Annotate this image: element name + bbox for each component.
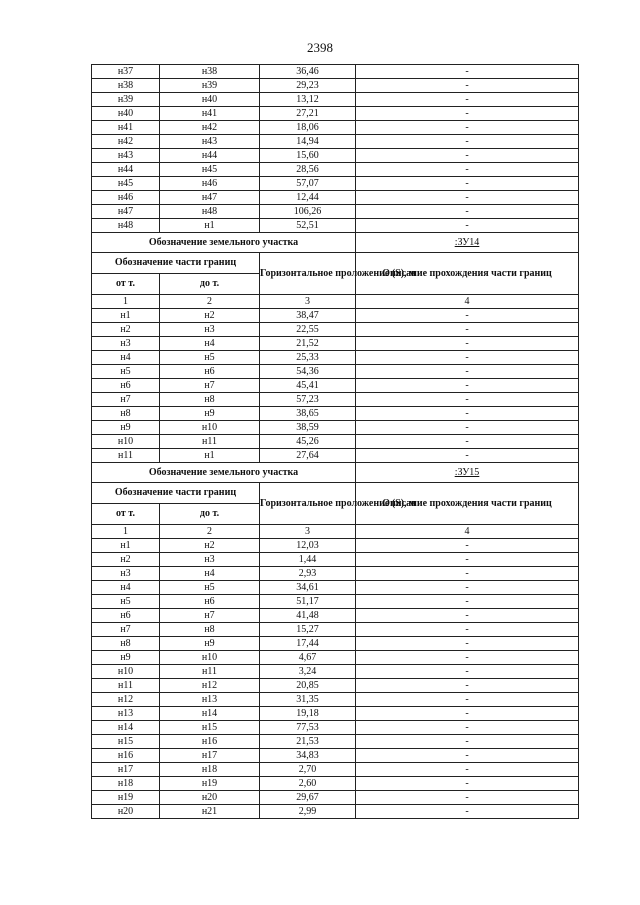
distance-cell: 12,03 [260,539,356,553]
point-to-cell: н19 [160,777,260,791]
description-cell: - [356,177,579,191]
description-cell: - [356,707,579,721]
point-from-cell: н2 [92,323,160,337]
point-to-cell: н47 [160,191,260,205]
point-from-cell: н3 [92,567,160,581]
description-cell: - [356,449,579,463]
point-to-cell: н8 [160,623,260,637]
point-to-cell: н40 [160,93,260,107]
distance-cell: 15,60 [260,149,356,163]
point-to-cell: н7 [160,379,260,393]
point-from-cell: н4 [92,581,160,595]
point-to-cell: н41 [160,107,260,121]
description-cell: - [356,651,579,665]
description-cell: - [356,379,579,393]
description-cell: - [356,637,579,651]
table-row [92,679,579,693]
description-cell: - [356,309,579,323]
point-to-cell: н5 [160,581,260,595]
description-cell: - [356,121,579,135]
point-to-cell: н3 [160,553,260,567]
point-from-cell: н14 [92,721,160,735]
table-row [92,777,579,791]
from-label: от т. [92,274,160,295]
horizontal-label: Горизонтальное проложение (S), м [260,483,356,525]
description-cell: - [356,323,579,337]
point-from-cell: н17 [92,763,160,777]
point-from-cell: н7 [92,393,160,407]
point-from-cell: н9 [92,651,160,665]
point-from-cell: н1 [92,309,160,323]
distance-cell: 28,56 [260,163,356,177]
table-row [92,337,579,351]
header-row [92,483,579,504]
distance-cell: 38,59 [260,421,356,435]
distance-cell: 18,06 [260,121,356,135]
distance-cell: 57,23 [260,393,356,407]
point-to-cell: н42 [160,121,260,135]
point-from-cell: н18 [92,777,160,791]
point-to-cell: н10 [160,421,260,435]
distance-cell: 20,85 [260,679,356,693]
point-from-cell: н40 [92,107,160,121]
point-from-cell: н7 [92,623,160,637]
table-row [92,665,579,679]
parcel-label: Обозначение земельного участка [92,463,356,483]
description-cell: - [356,421,579,435]
description-cell: - [356,149,579,163]
table-row [92,219,579,233]
table-row [92,609,579,623]
distance-cell: 4,67 [260,651,356,665]
table-row [92,581,579,595]
description-cell: - [356,93,579,107]
point-to-cell: н10 [160,651,260,665]
point-to-cell: н17 [160,749,260,763]
point-from-cell: н5 [92,365,160,379]
table-row [92,707,579,721]
table-row [92,177,579,191]
distance-cell: 52,51 [260,219,356,233]
point-to-cell: н9 [160,407,260,421]
description-cell: - [356,595,579,609]
description-cell: - [356,665,579,679]
table-row [92,637,579,651]
distance-cell: 51,17 [260,595,356,609]
description-cell: - [356,65,579,79]
description-cell: - [356,721,579,735]
point-from-cell: н44 [92,163,160,177]
point-from-cell: н10 [92,665,160,679]
distance-cell: 25,33 [260,351,356,365]
table-row [92,309,579,323]
table-row [92,205,579,219]
point-to-cell: н11 [160,435,260,449]
point-from-cell: н47 [92,205,160,219]
distance-cell: 17,44 [260,637,356,651]
point-from-cell: н43 [92,149,160,163]
distance-cell: 57,07 [260,177,356,191]
description-cell: - [356,407,579,421]
point-to-cell: н43 [160,135,260,149]
table-row [92,805,579,819]
table-row [92,421,579,435]
point-from-cell: н41 [92,121,160,135]
column-number: 3 [260,295,356,309]
distance-cell: 3,24 [260,665,356,679]
description-cell: - [356,107,579,121]
horizontal-label: Горизонтальное проложение (S), м [260,253,356,295]
table-row [92,149,579,163]
distance-cell: 2,60 [260,777,356,791]
point-to-cell: н2 [160,309,260,323]
distance-cell: 12,44 [260,191,356,205]
parcel-label: Обозначение земельного участка [92,233,356,253]
description-cell: - [356,365,579,379]
distance-cell: 14,94 [260,135,356,149]
distance-cell: 15,27 [260,623,356,637]
description-cell: - [356,205,579,219]
table-row [92,191,579,205]
distance-cell: 1,44 [260,553,356,567]
point-from-cell: н1 [92,539,160,553]
point-to-cell: н1 [160,219,260,233]
distance-cell: 34,83 [260,749,356,763]
point-from-cell: н38 [92,79,160,93]
point-from-cell: н8 [92,637,160,651]
description-cell: - [356,351,579,365]
distance-cell: 38,65 [260,407,356,421]
column-number: 1 [92,295,160,309]
description-label: Описание прохождения части границ [356,483,579,525]
description-cell: - [356,393,579,407]
point-from-cell: н39 [92,93,160,107]
parcel-title-row [92,233,579,253]
header-row [92,253,579,274]
description-cell: - [356,435,579,449]
description-cell: - [356,191,579,205]
distance-cell: 29,23 [260,79,356,93]
table-row [92,79,579,93]
point-from-cell: н2 [92,553,160,567]
parcel-id: :ЗУ14 [356,233,579,253]
table-row [92,553,579,567]
description-cell: - [356,735,579,749]
description-cell: - [356,679,579,693]
point-to-cell: н6 [160,595,260,609]
table-row [92,107,579,121]
column-number: 1 [92,525,160,539]
table-row [92,721,579,735]
point-from-cell: н10 [92,435,160,449]
table-row [92,595,579,609]
point-from-cell: н19 [92,791,160,805]
point-from-cell: н11 [92,679,160,693]
distance-cell: 2,70 [260,763,356,777]
point-to-cell: н8 [160,393,260,407]
description-cell: - [356,219,579,233]
from-label: от т. [92,504,160,525]
point-from-cell: н5 [92,595,160,609]
to-label: до т. [160,274,260,295]
point-to-cell: н38 [160,65,260,79]
boundary-table [91,64,579,819]
table-row [92,791,579,805]
distance-cell: 21,53 [260,735,356,749]
point-to-cell: н13 [160,693,260,707]
point-to-cell: н45 [160,163,260,177]
distance-cell: 77,53 [260,721,356,735]
point-from-cell: н4 [92,351,160,365]
point-to-cell: н14 [160,707,260,721]
point-from-cell: н8 [92,407,160,421]
table-row [92,65,579,79]
distance-cell: 22,55 [260,323,356,337]
point-from-cell: н42 [92,135,160,149]
column-number-row [92,295,579,309]
point-from-cell: н12 [92,693,160,707]
parcel-id: :ЗУ15 [356,463,579,483]
description-cell: - [356,791,579,805]
table-row [92,379,579,393]
distance-cell: 2,99 [260,805,356,819]
table-row [92,365,579,379]
point-from-cell: н37 [92,65,160,79]
point-to-cell: н21 [160,805,260,819]
description-cell: - [356,777,579,791]
point-to-cell: н7 [160,609,260,623]
point-to-cell: н48 [160,205,260,219]
column-number-row [92,525,579,539]
distance-cell: 34,61 [260,581,356,595]
distance-cell: 41,48 [260,609,356,623]
distance-cell: 21,52 [260,337,356,351]
distance-cell: 27,64 [260,449,356,463]
point-to-cell: н15 [160,721,260,735]
page-number: 2398 [307,40,333,55]
point-to-cell: н44 [160,149,260,163]
table-row [92,393,579,407]
table-row [92,351,579,365]
point-to-cell: н2 [160,539,260,553]
point-to-cell: н4 [160,567,260,581]
distance-cell: 27,21 [260,107,356,121]
distance-cell: 45,26 [260,435,356,449]
point-from-cell: н45 [92,177,160,191]
point-to-cell: н11 [160,665,260,679]
table-row [92,749,579,763]
table-row [92,763,579,777]
point-to-cell: н16 [160,735,260,749]
point-to-cell: н12 [160,679,260,693]
distance-cell: 19,18 [260,707,356,721]
point-to-cell: н9 [160,637,260,651]
point-from-cell: н16 [92,749,160,763]
distance-cell: 45,41 [260,379,356,393]
point-from-cell: н48 [92,219,160,233]
description-cell: - [356,581,579,595]
column-number: 2 [160,525,260,539]
point-from-cell: н6 [92,609,160,623]
distance-cell: 29,67 [260,791,356,805]
column-number: 4 [356,295,579,309]
description-cell: - [356,79,579,93]
point-to-cell: н39 [160,79,260,93]
table-row [92,623,579,637]
table-row [92,407,579,421]
description-cell: - [356,163,579,177]
part-label: Обозначение части границ [92,253,260,274]
column-number: 3 [260,525,356,539]
point-from-cell: н9 [92,421,160,435]
description-cell: - [356,763,579,777]
point-to-cell: н6 [160,365,260,379]
description-cell: - [356,623,579,637]
point-from-cell: н11 [92,449,160,463]
point-from-cell: н6 [92,379,160,393]
description-cell: - [356,749,579,763]
point-from-cell: н20 [92,805,160,819]
point-to-cell: н3 [160,323,260,337]
table-row [92,93,579,107]
distance-cell: 106,26 [260,205,356,219]
table-row [92,567,579,581]
description-cell: - [356,693,579,707]
description-label: Описание прохождения части границ [356,253,579,295]
point-from-cell: н15 [92,735,160,749]
distance-cell: 36,46 [260,65,356,79]
point-to-cell: н1 [160,449,260,463]
column-number: 4 [356,525,579,539]
point-to-cell: н46 [160,177,260,191]
point-from-cell: н46 [92,191,160,205]
description-cell: - [356,805,579,819]
table-row [92,163,579,177]
point-to-cell: н20 [160,791,260,805]
table-row [92,651,579,665]
table-row [92,449,579,463]
table-row [92,435,579,449]
point-from-cell: н13 [92,707,160,721]
parcel-title-row [92,463,579,483]
point-to-cell: н4 [160,337,260,351]
description-cell: - [356,567,579,581]
distance-cell: 38,47 [260,309,356,323]
column-number: 2 [160,295,260,309]
point-to-cell: н5 [160,351,260,365]
description-cell: - [356,135,579,149]
table-row [92,693,579,707]
distance-cell: 13,12 [260,93,356,107]
point-from-cell: н3 [92,337,160,351]
description-cell: - [356,539,579,553]
description-cell: - [356,609,579,623]
to-label: до т. [160,504,260,525]
part-label: Обозначение части границ [92,483,260,504]
point-to-cell: н18 [160,763,260,777]
distance-cell: 31,35 [260,693,356,707]
description-cell: - [356,553,579,567]
distance-cell: 2,93 [260,567,356,581]
table-row [92,323,579,337]
distance-cell: 54,36 [260,365,356,379]
table-row [92,121,579,135]
table-row [92,735,579,749]
table-row [92,539,579,553]
table-row [92,135,579,149]
description-cell: - [356,337,579,351]
